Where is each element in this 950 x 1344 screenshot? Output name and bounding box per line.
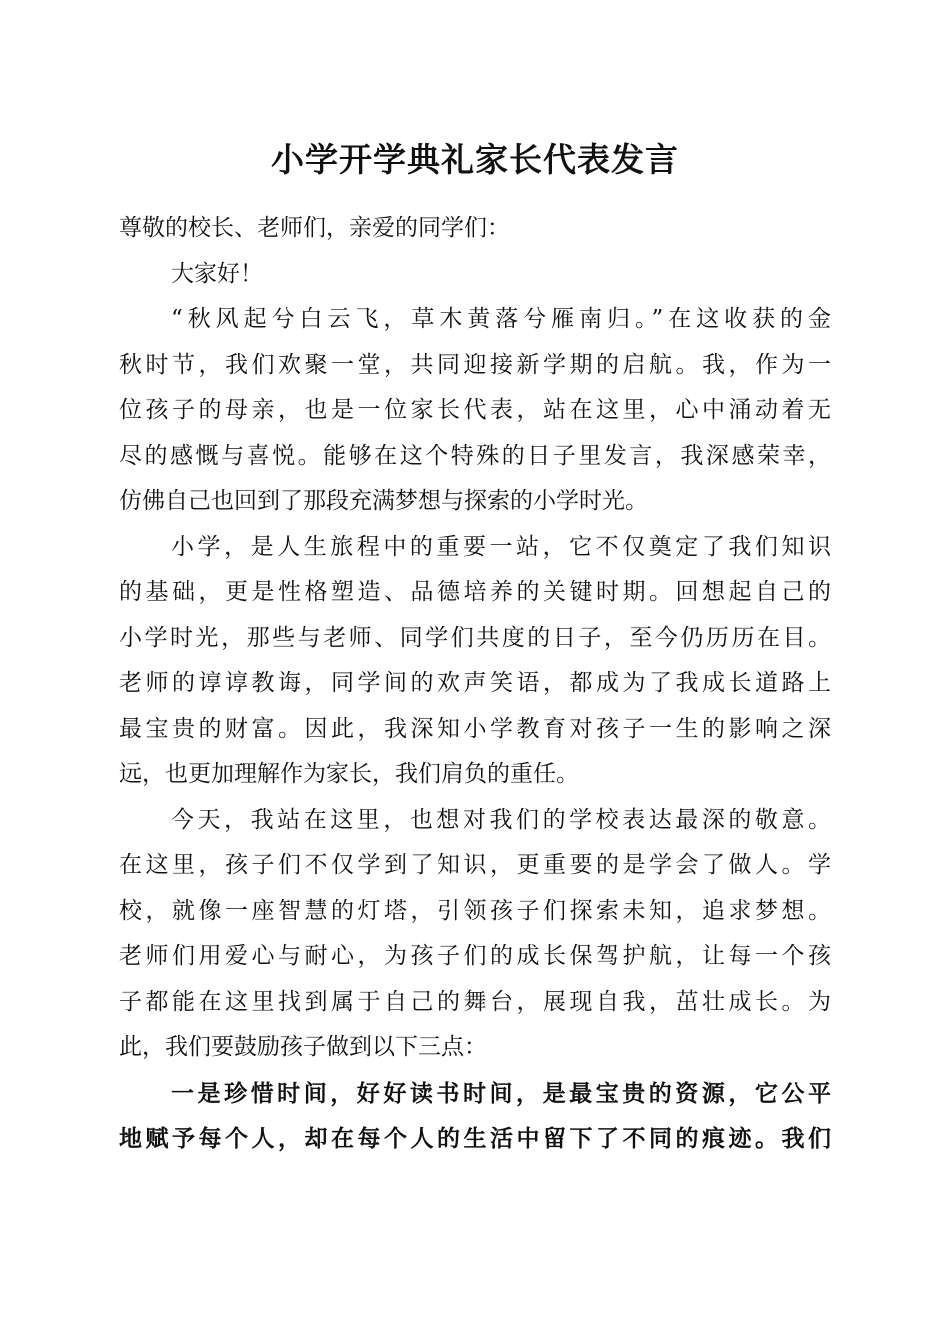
paragraph-3-line: 老师们用爱心与耐心，为孩子们的成长保驾护航，让每一个孩 (119, 943, 831, 969)
paragraph-2-line: 小学时光，那些与老师、同学们共度的日子，至今仍历历在目。 (119, 624, 831, 651)
page-title: 小学开学典礼家长代表发言 (271, 140, 679, 179)
paragraph-3-line: 在这里，孩子们不仅学到了知识，更重要的是学会了做人。学 (119, 852, 831, 878)
paragraph-3-line: 校，就像一座智慧的灯塔，引领孩子们探索未知，追求梦想。 (119, 897, 831, 924)
paragraph-3-line: 此，我们要鼓励孩子做到以下三点： (119, 1034, 487, 1060)
paragraph-4-line: 地赋予每个人，却在每个人的生活中留下了不同的痕迹。我们 (119, 1125, 831, 1152)
salutation-line: 尊敬的校长、老师们，亲爱的同学们： (119, 215, 510, 241)
paragraph-1-line: 仿佛自己也回到了那段充满梦想与探索的小学时光。 (119, 488, 648, 514)
paragraph-1-line: 尽的感慨与喜悦。能够在这个特殊的日子里发言，我深感荣幸， (119, 442, 831, 469)
greeting-line: 大家好！ (171, 260, 263, 287)
paragraph-2-line: 远，也更加理解作为家长，我们肩负的重任。 (119, 761, 579, 787)
paragraph-1-line: “秋风起兮白云飞，草木黄落兮雁南归。”在这收获的金 (171, 306, 831, 332)
paragraph-2-line: 小学，是人生旅程中的重要一站，它不仅奠定了我们知识 (171, 533, 831, 560)
paragraph-2-line: 的基础，更是性格塑造、品德培养的关键时期。回想起自己的 (119, 579, 831, 605)
document-body (119, 206, 831, 1162)
paragraph-4-line: 一是珍惜时间，好好读书时间，是最宝贵的资源，它公平 (171, 1079, 831, 1107)
paragraph-3-line: 今天，我站在这里，也想对我们的学校表达最深的敬意。 (171, 806, 831, 833)
paragraph-3-line: 子都能在这里找到属于自己的舞台，展现自我，茁壮成长。为 (119, 988, 831, 1015)
paragraph-2-line: 老师的谆谆教诲，同学间的欢声笑语，都成为了我成长道路上 (119, 670, 831, 696)
paragraph-1-line: 位孩子的母亲，也是一位家长代表，站在这里，心中涌动着无 (119, 397, 831, 423)
paragraph-2-line: 最宝贵的财富。因此，我深知小学教育对孩子一生的影响之深 (119, 715, 831, 742)
paragraph-1-line: 秋时节，我们欢聚一堂，共同迎接新学期的启航。我，作为一 (119, 351, 831, 378)
